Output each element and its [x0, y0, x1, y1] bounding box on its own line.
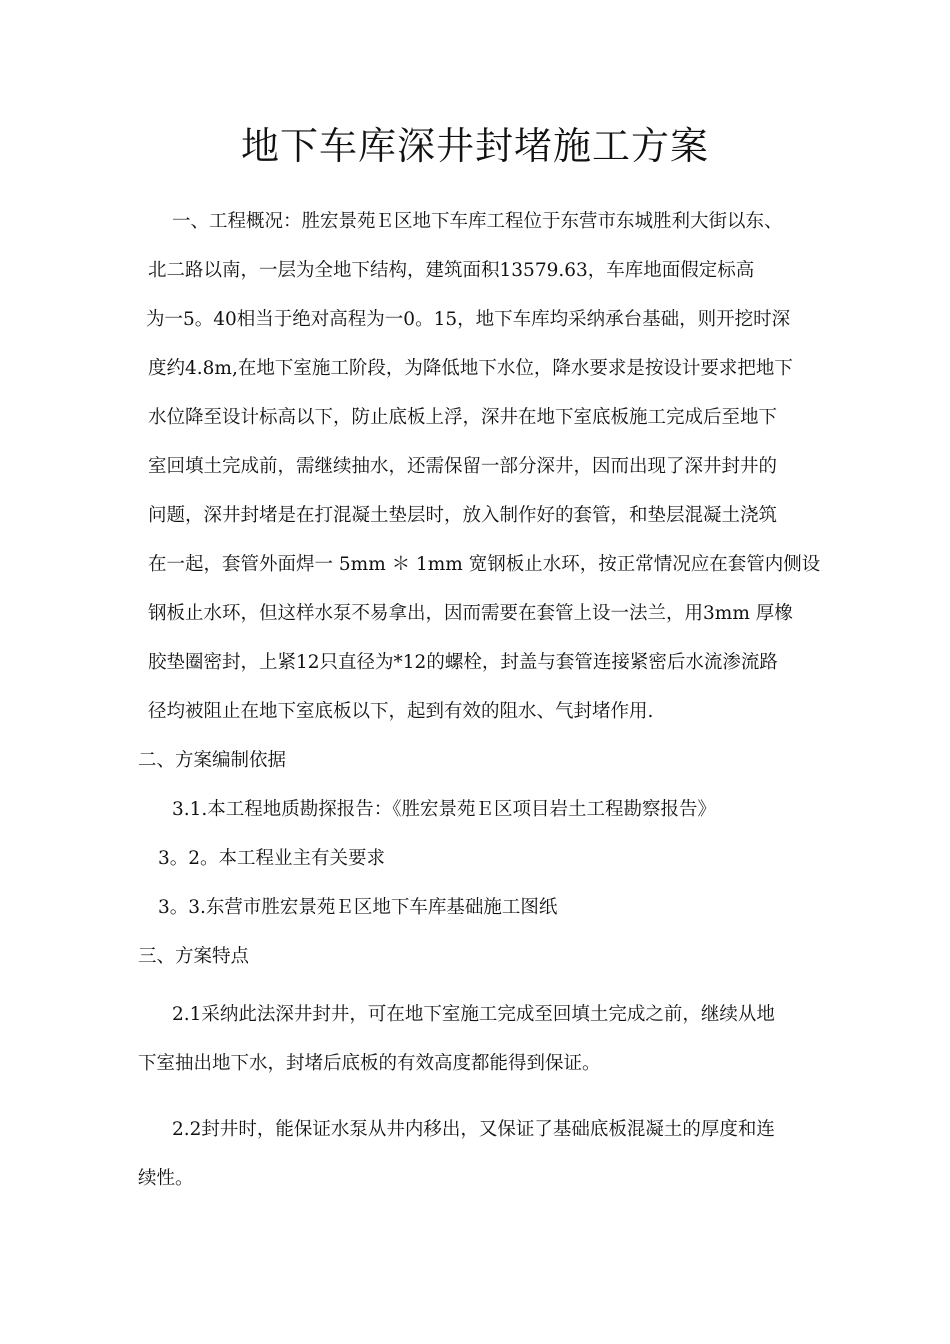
section1-line: 问题，深井封堵是在打混凝土垫层时，放入制作好的套管，和垫层混凝土浇筑 [148, 505, 778, 526]
section1-line: 度约4.8m,在地下室施工阶段，为降低地下水位，降水要求是按设计要求把地下 [148, 358, 793, 379]
section2-item: 3。2。本工程业主有关要求 [158, 848, 386, 869]
section2-heading: 二、方案编制依据 [138, 750, 287, 771]
section3-line: 续性。 [138, 1168, 194, 1189]
section1-line: 钢板止水环，但这样水泵不易拿出，因而需要在套管上设一法兰，用3mm 厚橡 [148, 603, 793, 624]
section1-line: 胶垫圈密封，上紧12只直径为*12的螺栓，封盖与套管连接紧密后水流渗流路 [148, 652, 778, 673]
section1-line: 室回填土完成前，需继续抽水，还需保留一部分深井，因而出现了深井封井的 [148, 456, 778, 477]
section2-item: 3。3.东营市胜宏景苑Ｅ区地下车库基础施工图纸 [158, 897, 558, 918]
section1-line: 水位降至设计标高以下，防止底板上浮，深井在地下室底板施工完成后至地下 [148, 407, 778, 428]
section2-item: 3.1.本工程地质勘探报告：《胜宏景苑Ｅ区项目岩土工程勘察报告》 [172, 799, 717, 820]
section3-heading: 三、方案特点 [138, 946, 250, 967]
section1-line: 一、工程概况：胜宏景苑Ｅ区地下车库工程位于东营市东城胜利大街以东、 [172, 211, 783, 232]
section3-line: 2.1采纳此法深井封井，可在地下室施工完成至回填土完成之前，继续从地 [172, 1004, 775, 1025]
section3-line: 下室抽出地下水，封堵后底板的有效高度都能得到保证。 [138, 1053, 601, 1074]
document-title: 地下车库深井封堵施工方案 [240, 124, 709, 168]
section1-line: 在一起，套管外面焊一 5mm ＊ 1mm 宽钢板止水环，按正常情况应在套管内侧设 [148, 554, 821, 575]
section3-line: 2.2封井时，能保证水泵从井内移出，又保证了基础底板混凝土的厚度和连 [172, 1119, 775, 1140]
section1-line: 为一5。40相当于绝对高程为一0。15，地下车库均采纳承台基础，则开挖时深 [146, 309, 791, 330]
section1-line: 径均被阻止在地下室底板以下，起到有效的阻水、气封堵作用. [148, 701, 654, 722]
section1-line: 北二路以南，一层为全地下结构，建筑面积13579.63，车库地面假定标高 [148, 260, 755, 281]
